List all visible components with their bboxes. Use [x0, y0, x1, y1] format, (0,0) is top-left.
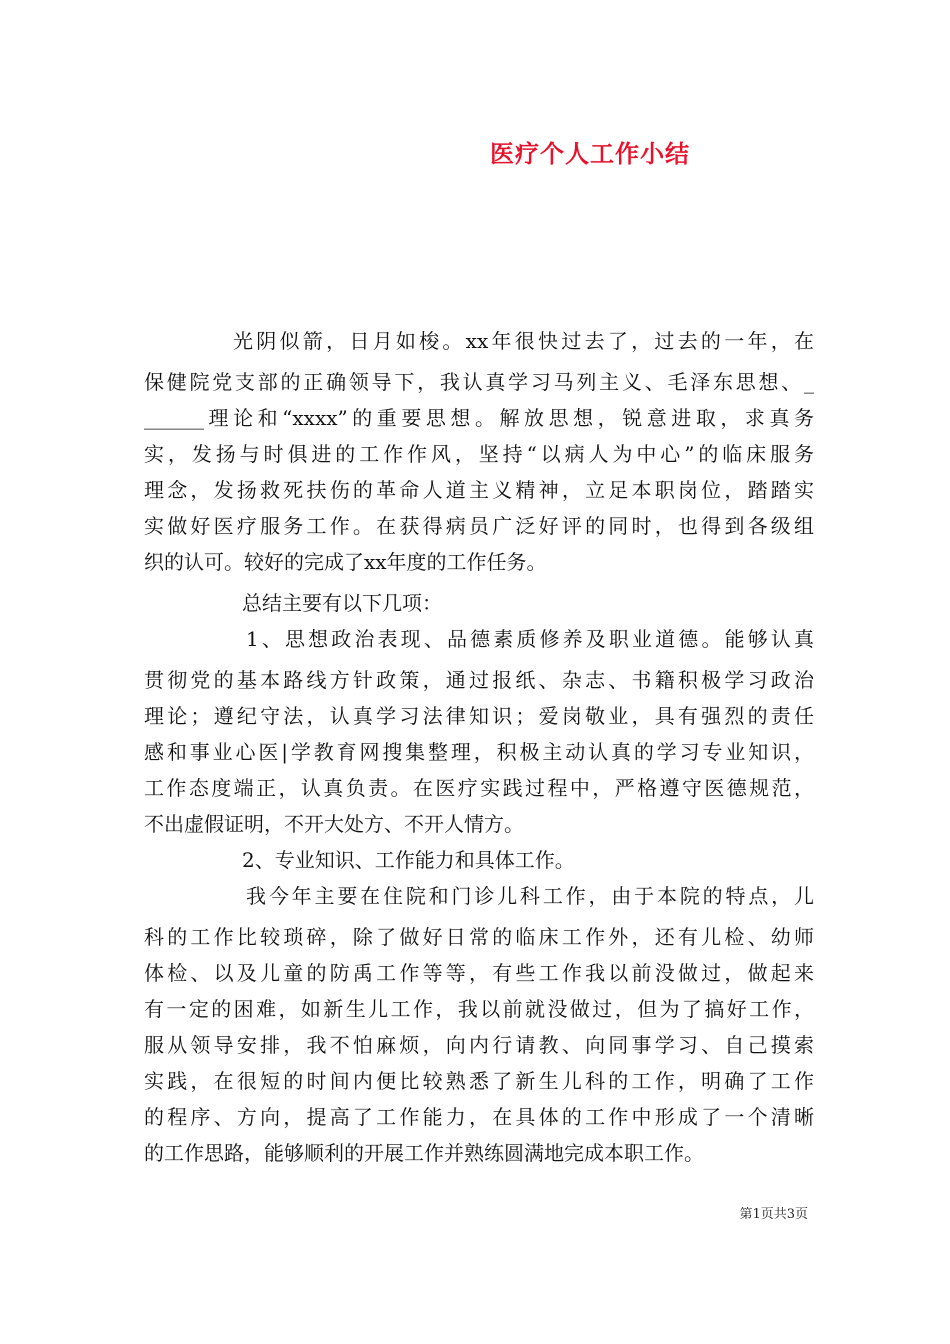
paragraph-line: 我今年主要在住院和门诊儿科工作，由于本院的特点，儿	[246, 884, 814, 908]
paragraph-line: 织的认可。较好的完成了xx年度的工作任务。	[144, 550, 547, 574]
page-number: 第1页共3页	[739, 1207, 808, 1222]
paragraph-line: 体检、以及儿童的防禹工作等等，有些工作我以前没做过，做起来	[144, 961, 814, 985]
paragraph-line: 科的工作比较琐碎，除了做好日常的临床工作外，还有儿检、幼师	[144, 925, 814, 949]
document-title: 医疗个人工作小结	[490, 139, 690, 168]
paragraph-line: 服从领导安排，我不怕麻烦，向内行请教、向同事学习、自己摸索	[144, 1033, 814, 1057]
paragraph-line: 有一定的困难，如新生儿工作，我以前就没做过，但为了搞好工作，	[144, 997, 814, 1021]
paragraph-line: 理论；遵纪守法，认真学习法律知识；爱岗敬业，具有强烈的责任	[144, 704, 814, 728]
paragraph-line: 理念，发扬救死扶伤的革命人道主义精神，立足本职岗位，踏踏实	[144, 478, 814, 502]
paragraph-line: 1、思想政治表现、品德素质修养及职业道德。能够认真	[246, 627, 814, 651]
paragraph-line: 贯彻党的基本路线方针政策，通过报纸、杂志、书籍积极学习政治	[144, 668, 814, 692]
paragraph-line: 保健院党支部的正确领导下，我认真学习马列主义、毛泽东思想、_	[144, 370, 814, 394]
paragraph-line: 光阴似箭，日月如梭。xx年很快过去了，过去的一年，在	[233, 329, 814, 353]
section-intro: 总结主要有以下几项：	[242, 591, 442, 615]
paragraph-line: 感和事业心医|学教育网搜集整理，积极主动认真的学习专业知识，	[144, 740, 814, 764]
paragraph-line: 不出虚假证明，不开大处方、不开人情方。	[144, 812, 524, 836]
paragraph-line: 的工作思路，能够顺利的开展工作并熟练圆满地完成本职工作。	[144, 1141, 704, 1165]
paragraph-line: ______理论和“xxxx”的重要思想。解放思想，锐意进取，求真务	[144, 406, 814, 430]
paragraph-line: 实，发扬与时俱进的工作作风，坚持“以病人为中心”的临床服务	[144, 442, 814, 466]
paragraph-line: 实做好医疗服务工作。在获得病员广泛好评的同时，也得到各级组	[144, 514, 814, 538]
paragraph-line: 工作态度端正，认真负责。在医疗实践过程中，严格遵守医德规范，	[144, 776, 814, 800]
section-heading: 2、专业知识、工作能力和具体工作。	[242, 848, 575, 872]
paragraph-line: 的程序、方向，提高了工作能力，在具体的工作中形成了一个清晰	[144, 1105, 814, 1129]
paragraph-line: 实践，在很短的时间内便比较熟悉了新生儿科的工作，明确了工作	[144, 1069, 814, 1093]
